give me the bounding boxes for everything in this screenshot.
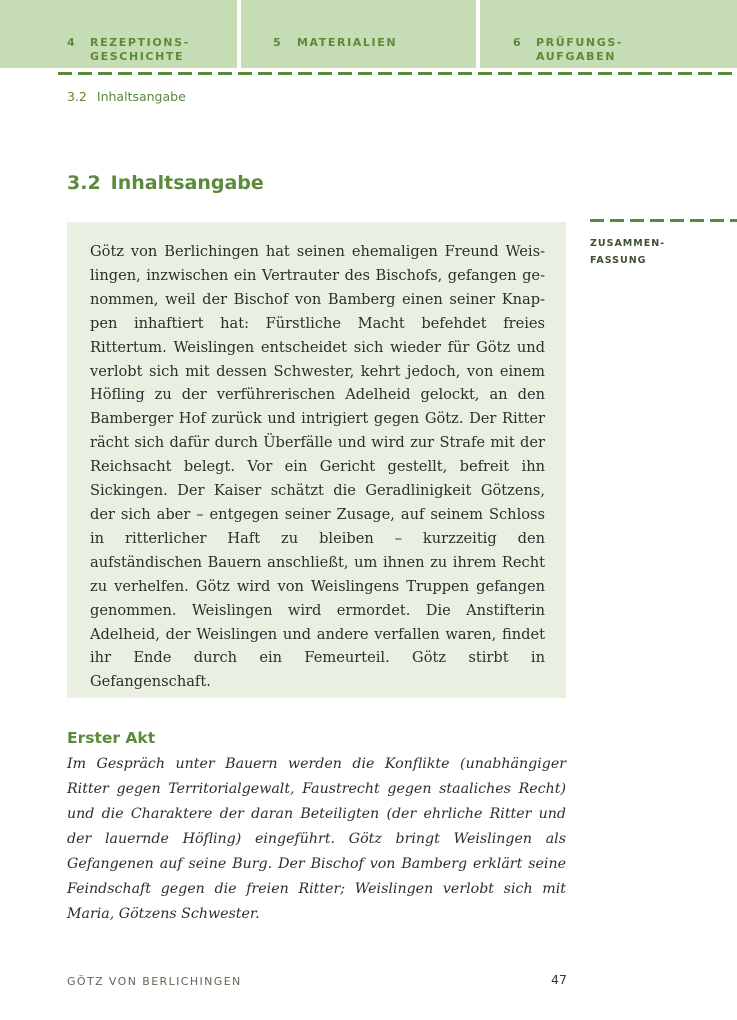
act-heading: Erster Akt	[67, 729, 156, 747]
summary-text: Götz von Berlichingen hat seinen ehemaligen Freund Weislingen, inzwischen ein Vertrauter des Bischofs, gefangen genommen, weil der Bischof von Bamberg einen seiner Knappen inhaftiert hat: Fürstliche Macht befehdet freies Rittertum. Weislingen entscheidet sich wieder für Götz und verlobt sich mit dessen Schwester, kehrt jedoch, von einem Höfling zu der verführerischen Adelheid gelockt, an den Bamberger Hof zurück und intrigiert gegen Götz. Der Ritter rächt sich dafür durch Überfälle und wird zur Strafe mit der Reichsacht belegt. Vor ein Gericht gestellt, befreit ihn Sickingen. Der Kaiser schätzt die Geradlinigkeit Götzens, der sich aber – entgegen seiner Zusage, auf seinem Schloss in ritterlicher Haft zu bleiben – kurzzeitig den aufständischen Bauern anschließt, um ihnen zu ihrem Recht zu verhelfen. Götz wird von Weislingens Truppen gefangen genommen. Weislingen wird ermordet. Die Anstifterin Adelheid, der Weislingen und andere verfallen waren, findet ihr Ende durch ein Femeurteil. Götz stirbt in Gefangenschaft.	[90, 243, 545, 691]
breadcrumb	[67, 89, 186, 104]
section-heading	[67, 172, 264, 194]
tab-label: REZEPTIONS- GESCHICHTE	[90, 36, 190, 63]
tab-number: 6	[513, 36, 523, 49]
section-number: 3.2	[67, 172, 101, 194]
breadcrumb-number: 3.2	[67, 89, 87, 104]
tab-label: MATERIALIEN	[297, 36, 398, 49]
tab-pruefungsaufgaben[interactable]	[480, 0, 737, 68]
tab-rezeptionsgeschichte[interactable]	[0, 0, 237, 68]
margin-label: ZUSAMMEN- FASSUNG	[590, 238, 666, 266]
margin-dashed-divider	[590, 219, 737, 222]
act-text: Im Gespräch unter Bauern werden die Konflikte (unabhängiger Ritter gegen Territorialgewalt, Faustrecht gegen staaliches Recht) und die Charaktere der daran Beteiligten (der ehrliche Ritter und der lauernde Höfling) eingeführt. Götz bringt Weislingen als Gefangenen auf seine Burg. Der Bischof von Bamberg erklärt seine Feindschaft gegen die freien Ritter; Weislingen verlobt sich mit Maria, Götzens Schwester.	[67, 756, 566, 922]
header-dashed-divider	[58, 72, 737, 75]
tab-materialien[interactable]	[241, 0, 476, 68]
summary-box	[67, 222, 566, 698]
page-number: 47	[551, 972, 567, 987]
section-title: Inhaltsangabe	[110, 172, 264, 194]
breadcrumb-title: Inhaltsangabe	[96, 89, 186, 104]
tab-label: PRÜFUNGS- AUFGABEN	[536, 36, 624, 63]
tab-number: 4	[67, 36, 77, 49]
tab-number: 5	[273, 36, 283, 49]
chapter-tabs	[0, 0, 737, 68]
footer-book-title: GÖTZ VON BERLICHINGEN	[67, 975, 242, 988]
